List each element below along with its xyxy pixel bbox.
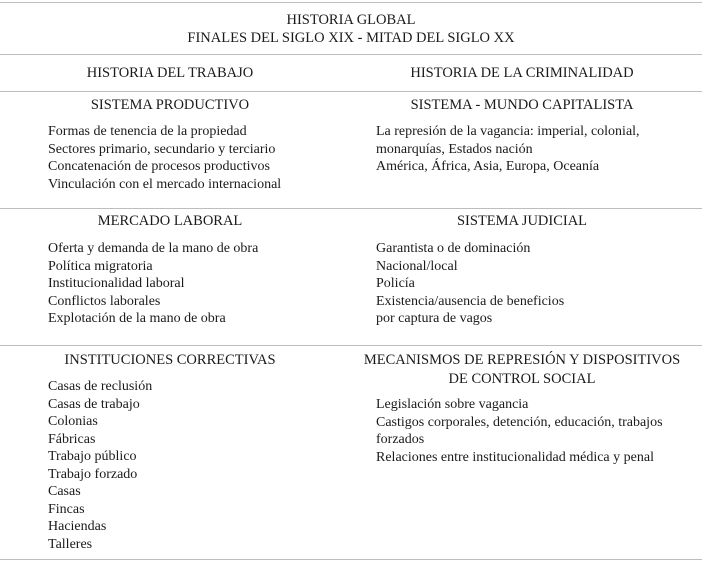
list-item: Política migratoria (48, 258, 153, 274)
list-item: América, África, Asia, Europa, Oceanía (376, 159, 600, 174)
list-item: Relaciones entre institucionalidad médica y penal (376, 449, 654, 465)
section-heading-mecanismos-represion (352, 351, 692, 389)
bottom-border (0, 559, 702, 560)
list-item: Castigos corporales, detención, educación, trabajos forzados (376, 414, 663, 447)
list-item: Concatenación de procesos productivos (48, 159, 270, 174)
list-mecanismos-represion (376, 396, 694, 466)
divider-section-2 (0, 345, 702, 346)
list-item: Explotación de la mano de obra (48, 311, 226, 326)
column-header-left: HISTORIA DEL TRABAJO (86, 65, 254, 81)
list-sistema-productivo (48, 123, 348, 193)
title-line-1: HISTORIA GLOBAL (286, 12, 416, 28)
list-item: Conflictos laborales (48, 293, 161, 309)
section-heading-sistema-mundo: SISTEMA - MUNDO CAPITALISTA (410, 97, 634, 113)
heading-line: DE CONTROL SOCIAL (448, 371, 596, 387)
section-heading-instituciones-correctivas: INSTITUCIONES CORRECTIVAS (64, 352, 276, 368)
divider-section-1 (0, 208, 702, 209)
list-item: Casas de trabajo (48, 396, 140, 412)
list-item: Casas de reclusión (48, 379, 153, 394)
list-item: Nacional/local (376, 258, 458, 274)
list-item: Garantista o de dominación (376, 241, 531, 256)
list-sistema-judicial (376, 240, 694, 328)
title-line-2: FINALES DEL SIGLO XIX - MITAD DEL SIGLO XX (187, 30, 515, 46)
list-item: por captura de vagos (376, 311, 493, 326)
list-item: Legislación sobre vagancia (376, 397, 529, 412)
column-header-right: HISTORIA DE LA CRIMINALIDAD (410, 65, 634, 81)
list-mercado-laboral (48, 240, 348, 328)
top-border (0, 2, 702, 3)
list-item: Formas de tenencia de la propiedad (48, 124, 247, 139)
section-heading-sistema-productivo: SISTEMA PRODUCTIVO (90, 97, 250, 113)
list-item: Policía (376, 276, 415, 291)
divider-columns (0, 91, 702, 92)
list-item: La represión de la vagancia: imperial, colonial, monarquías, Estados nación (376, 124, 640, 157)
list-instituciones-correctivas (48, 378, 348, 553)
list-item: Oferta y demanda de la mano de obra (48, 241, 259, 256)
list-sistema-mundo (376, 123, 694, 176)
list-item: Fábricas (48, 431, 96, 447)
list-item: Casas (48, 484, 81, 499)
list-item: Fincas (48, 501, 85, 517)
divider-title (0, 54, 702, 55)
list-item: Sectores primario, secundario y terciario (48, 141, 276, 157)
list-item: Trabajo forzado (48, 466, 138, 482)
list-item: Trabajo público (48, 449, 137, 464)
list-item: Institucionalidad laboral (48, 276, 185, 291)
list-item: Talleres (48, 536, 93, 552)
list-item: Vinculación con el mercado internacional (48, 176, 282, 192)
section-heading-mercado-laboral: MERCADO LABORAL (97, 213, 243, 229)
list-item: Haciendas (48, 519, 107, 534)
table-title (0, 11, 702, 47)
list-item: Existencia/ausencia de beneficios (376, 293, 565, 309)
list-item: Colonias (48, 414, 98, 429)
heading-line: MECANISMOS DE REPRESIÓN Y DISPOSITIVOS (363, 352, 681, 368)
section-heading-sistema-judicial: SISTEMA JUDICIAL (456, 213, 588, 229)
